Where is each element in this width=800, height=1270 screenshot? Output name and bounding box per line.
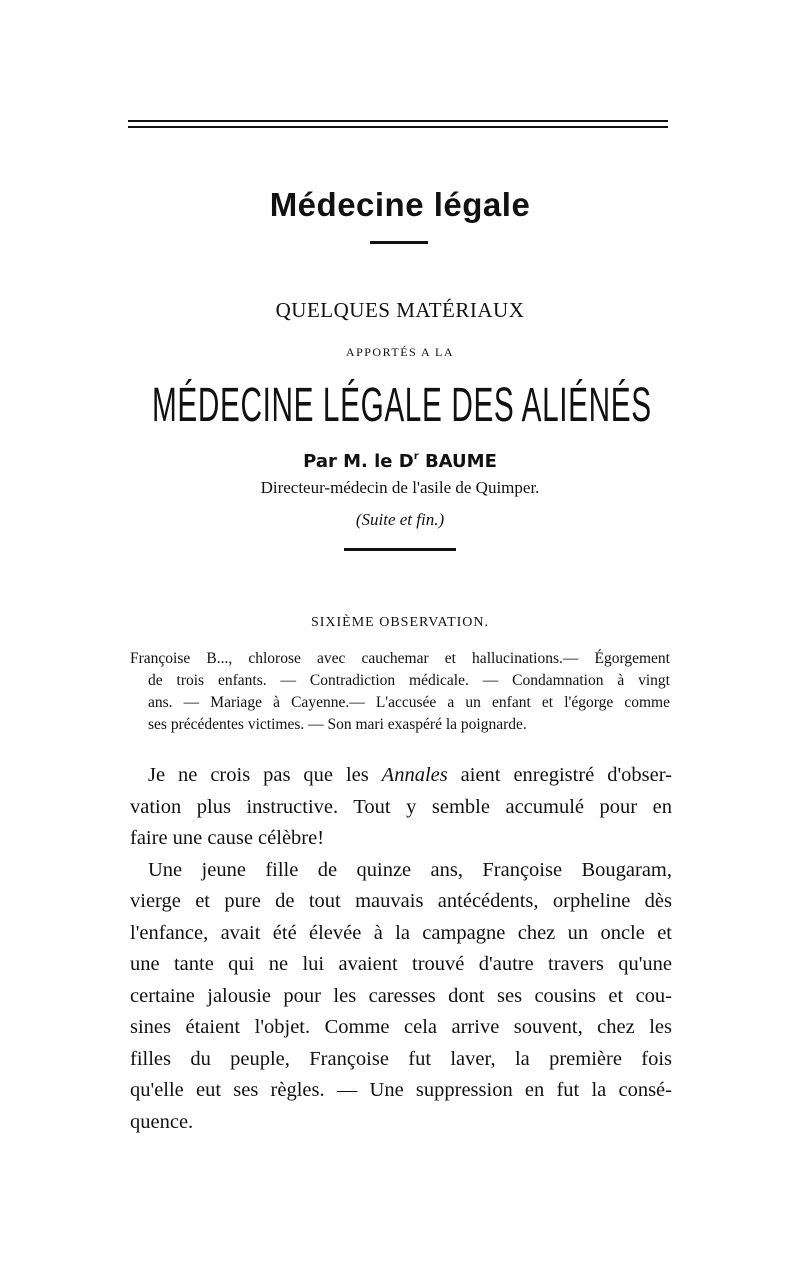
body-text xyxy=(130,760,672,1138)
section-title: Médecine légale xyxy=(269,186,531,223)
body-line: sines étaient l'objet. Comme cela arrive souvent, chez les xyxy=(130,1016,672,1038)
body-line: certaine jalousie pour les caresses dont ses cousins et cou- xyxy=(130,984,672,1007)
author-affiliation: Directeur-médecin de l'asile de Quimper. xyxy=(260,478,540,497)
summary-line: de trois enfants. — Contradiction médicale. — Condamnation à vingt xyxy=(148,672,670,689)
author-line xyxy=(0,451,800,472)
body-line: qu'elle eut ses règles. — Une suppression en fut la consé- xyxy=(130,1079,672,1101)
article-subtitle-line1: QUELQUES MATÉRIAUX xyxy=(275,298,525,322)
journal-name-italic: Annales xyxy=(381,764,448,786)
body-line: une tante qui ne lui avaient trouvé d'autre travers qu'une xyxy=(130,953,672,975)
summary-line: ses précédentes victimes. — Son mari exaspéré la poignarde. xyxy=(148,716,527,733)
body-line: l'enfance, avait été élevée à la campagne chez un oncle et xyxy=(130,921,672,944)
top-double-rule-lower xyxy=(128,126,668,128)
body-line-start: Je ne crois pas que les xyxy=(148,764,382,786)
author-sup: r xyxy=(413,451,419,462)
body-line: Une jeune fille de quinze ans, Françoise Bougaram, xyxy=(148,858,672,881)
body-line: quence. xyxy=(130,1110,194,1133)
observation-title: SIXIÈME OBSERVATION. xyxy=(310,615,490,630)
top-double-rule-upper xyxy=(128,120,668,122)
continuation-note: (Suite et fin.) xyxy=(355,510,445,529)
body-line: filles du peuple, Françoise fut laver, la première fois xyxy=(130,1047,672,1070)
author-prefix: Par M. le D xyxy=(303,451,414,472)
body-line: faire une cause célèbre! xyxy=(130,827,325,849)
summary-line: Françoise B..., chlorose avec cauchemar et hallucinations.— Égorgement xyxy=(130,650,670,667)
observation-summary xyxy=(130,648,670,736)
title-separator-rule xyxy=(370,241,428,244)
author-separator-rule xyxy=(344,548,456,551)
summary-line: ans. — Mariage à Cayenne.— L'accusée a un enfant et l'égorge comme xyxy=(148,694,670,711)
body-line xyxy=(130,760,672,792)
body-line-end: aient enregistré d'obser- xyxy=(447,764,672,786)
article-main-title: MÉDECINE LÉGALE DES ALIÉNÉS xyxy=(152,379,652,432)
body-line: vation plus instructive. Tout y semble accumulé pour en xyxy=(130,795,672,818)
article-subtitle-line2: APPORTÉS A LA xyxy=(345,345,455,359)
body-line: vierge et pure de tout mauvais antécédents, orpheline dès xyxy=(130,890,672,912)
author-name: BAUME xyxy=(418,451,497,472)
